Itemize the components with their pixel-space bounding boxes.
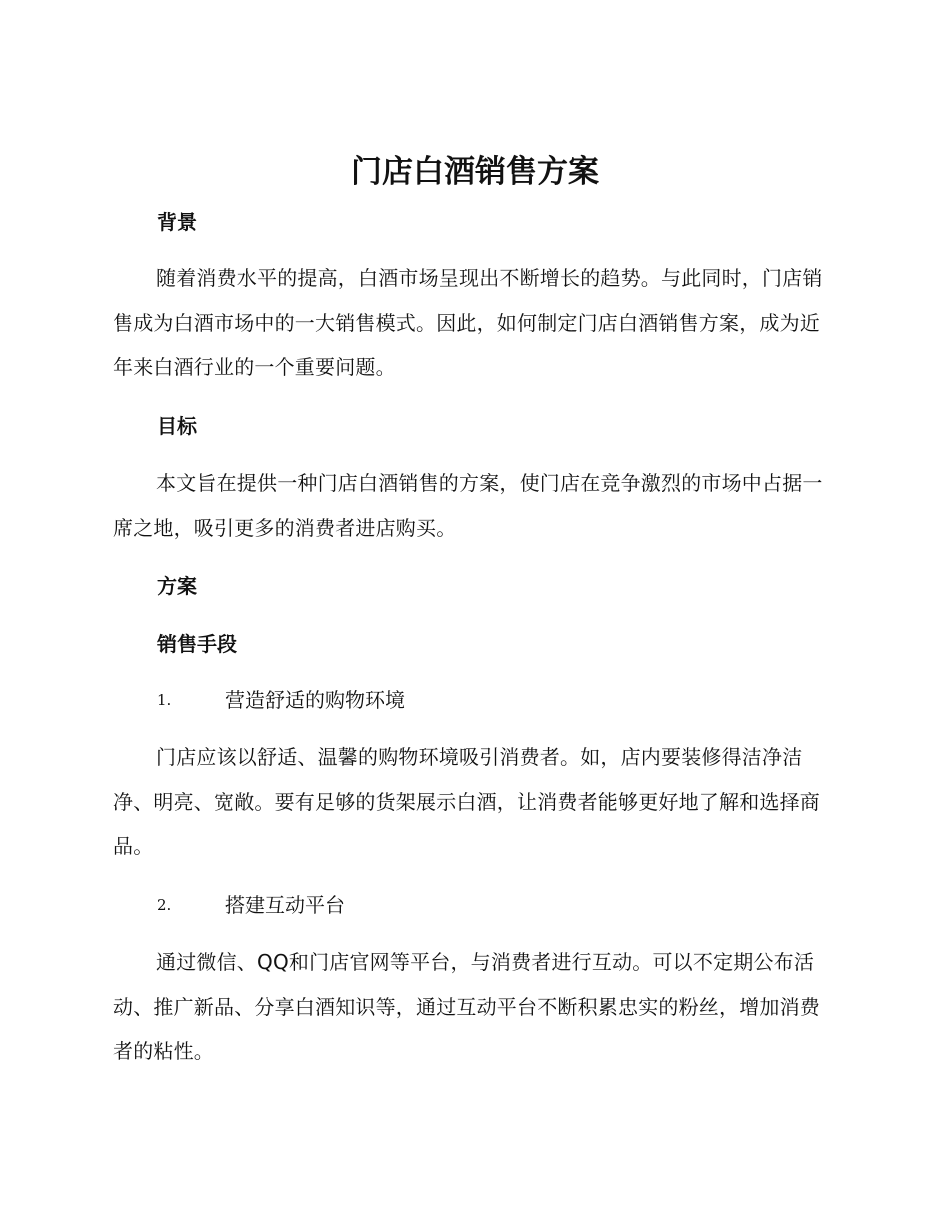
item-1-paragraph: 门店应该以舒适、温馨的购物环境吸引消费者。如，店内要装修得洁净洁净、明亮、宽敞。要有足够的货架展示白酒，让消费者能够更好地了解和选择商品。 [113, 745, 820, 858]
section-heading-background: 背景 [157, 210, 197, 234]
list-item-title: 营造舒适的购物环境 [225, 688, 405, 712]
section-heading-plan: 方案 [157, 574, 197, 598]
subheading-sales-methods: 销售手段 [157, 632, 237, 656]
list-item-title: 搭建互动平台 [225, 893, 345, 917]
background-paragraph: 随着消费水平的提高，白酒市场呈现出不断增长的趋势。与此同时，门店销售成为白酒市场中的一大销售模式。因此，如何制定门店白酒销售方案，成为近年来白酒行业的一个重要问题。 [113, 266, 823, 379]
section-heading-goal: 目标 [157, 414, 197, 438]
item-2-paragraph: 通过微信、QQ和门店官网等平台，与消费者进行互动。可以不定期公布活动、推广新品、分享白酒知识等，通过互动平台不断积累忠实的粉丝，增加消费者的粘性。 [113, 950, 820, 1063]
document-title: 门店白酒销售方案 [351, 154, 599, 190]
goal-paragraph: 本文旨在提供一种门店白酒销售的方案，使门店在竞争激烈的市场中占据一席之地，吸引更多的消费者进店购买。 [113, 471, 823, 540]
list-item-number: 2. [157, 896, 172, 914]
list-item-number: 1. [157, 691, 172, 709]
